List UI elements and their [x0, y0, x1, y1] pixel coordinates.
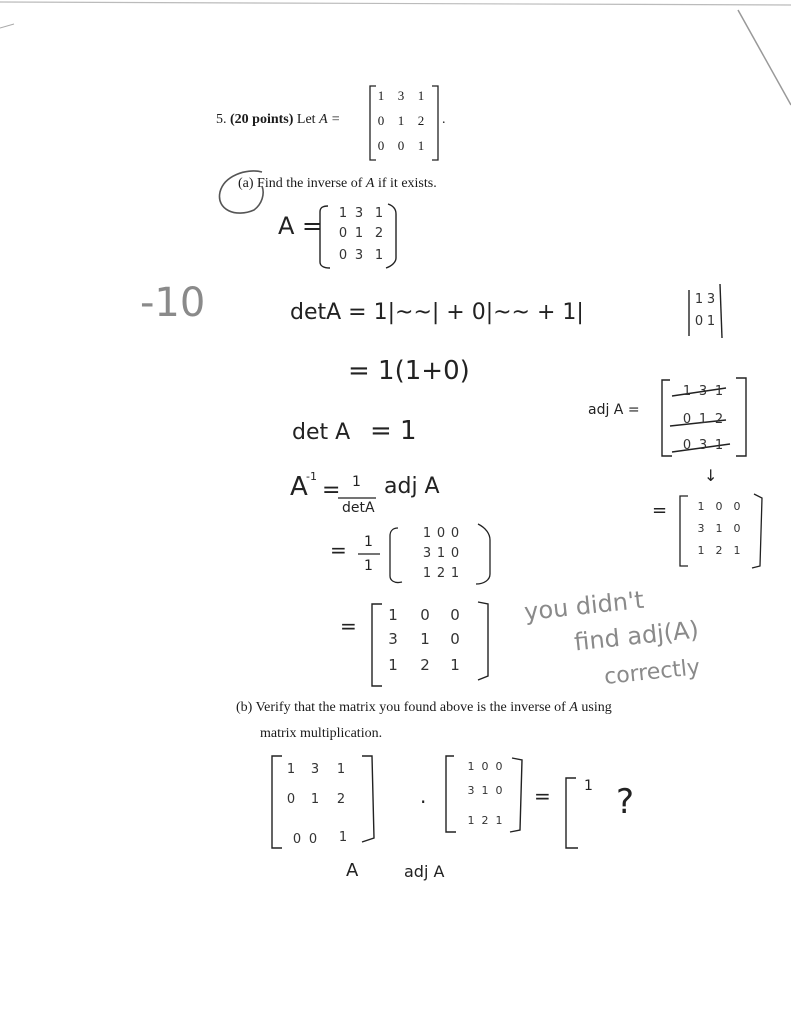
hand-adj-arrow: ↓	[704, 466, 718, 485]
hand-cell: 2	[436, 566, 446, 581]
hand-cell: 3	[706, 292, 716, 307]
hand-cell: 2	[714, 412, 724, 427]
typed-matrix-a	[368, 86, 440, 162]
hand-cell: 0	[733, 500, 741, 513]
hand-cell: 1	[682, 384, 692, 399]
hand-a-eq: A =	[278, 212, 323, 240]
hand-cell: 0	[450, 546, 460, 561]
hand-cell: 1	[450, 566, 460, 581]
scan-right-edge	[738, 10, 791, 105]
hand-cell: 1	[338, 206, 348, 221]
hand-det-line3-rhs: = 1	[370, 416, 417, 446]
hand-label-a: A	[346, 860, 359, 881]
grader-comment-line1: you didn't	[522, 585, 646, 627]
hand-det-line1: detA = 1|~~| + 0|~~ + 1|	[290, 300, 584, 325]
hand-cell: 0	[495, 784, 503, 797]
hand-inv-num: 1	[352, 474, 361, 490]
scan-mark	[0, 24, 14, 28]
hand-cell: 1	[698, 412, 708, 427]
problem-statement: Let	[296, 112, 316, 127]
hand-label-adja: adj A	[404, 862, 445, 881]
hand-cell: 1	[286, 762, 296, 777]
hand-frac-num: 1	[364, 534, 373, 550]
hand-cell: 1	[422, 566, 432, 581]
hand-cell: 3	[422, 546, 432, 561]
matrix-cell: 0	[377, 138, 385, 153]
matrix-cell: 1	[377, 88, 385, 103]
hand-inv-adj: adj A	[384, 474, 440, 499]
hand-cell: 2	[481, 814, 489, 827]
grader-comment-line2: find adj(A)	[572, 615, 701, 657]
part-a-var: A	[365, 176, 375, 191]
hand-frac-eq: =	[330, 538, 347, 562]
hand-cell: 0	[292, 832, 302, 847]
hand-cell: 3	[388, 630, 398, 648]
hand-cell: 1	[422, 526, 432, 541]
hand-cell: 0	[450, 526, 460, 541]
hand-adj-label: adj A =	[588, 402, 640, 418]
hand-cell: 1	[374, 206, 384, 221]
problem-number: 5.	[216, 112, 227, 127]
part-a-suffix: if it exists.	[377, 176, 437, 191]
hand-cell: 1	[436, 546, 446, 561]
hand-cell: 1	[467, 814, 475, 827]
matrix-cell: 0	[377, 113, 385, 128]
hand-cell: 3	[354, 206, 364, 221]
problem-header	[216, 112, 340, 128]
matrix-cell: 1	[417, 88, 425, 103]
hand-cell: 1	[481, 784, 489, 797]
hand-cell: 1	[310, 792, 320, 807]
part-b-prompt-line2: matrix multiplication.	[260, 726, 383, 741]
hand-cell: 3	[467, 784, 475, 797]
hand-cell: 1	[495, 814, 503, 827]
hand-verify-eq: =	[534, 784, 551, 808]
hand-inv-sup: -1	[306, 470, 317, 483]
hand-cell: 1	[450, 656, 460, 674]
scan-top-edge	[0, 2, 791, 5]
hand-cell: 1	[714, 384, 724, 399]
hand-cell: 2	[420, 656, 430, 674]
part-b-post: using	[581, 700, 612, 715]
hand-cell: 1	[697, 544, 705, 557]
hand-cell: 1	[388, 656, 398, 674]
part-b-text: Verify that the matrix you found above is the inverse of	[255, 700, 566, 715]
part-a-text: Find the inverse of	[257, 176, 363, 191]
part-b-label: (b)	[236, 700, 253, 715]
hand-cell: 3	[354, 248, 364, 263]
hand-cell: 0	[436, 526, 446, 541]
hand-cell: 2	[336, 792, 346, 807]
matrix-cell: 0	[397, 138, 405, 153]
hand-cell: 3	[698, 384, 708, 399]
hand-cell: 1	[420, 630, 430, 648]
part-a-label: (a)	[238, 176, 254, 191]
problem-period: .	[442, 112, 446, 127]
hand-inv-eq: =	[322, 478, 341, 503]
part-a-prompt	[238, 176, 437, 192]
hand-frac-den: 1	[364, 558, 373, 574]
hand-cell: 1	[467, 760, 475, 773]
part-b-var: A	[569, 700, 578, 715]
hand-cell: 2	[715, 544, 723, 557]
hand-cell: 1	[715, 522, 723, 535]
hand-det-line2: = 1(1+0)	[348, 356, 470, 386]
verify-result-bracket	[566, 778, 578, 848]
hand-cell: 0	[495, 760, 503, 773]
hand-cell: 1	[694, 292, 704, 307]
hand-result-eq: =	[340, 614, 357, 638]
problem-points: (20 points)	[230, 112, 294, 127]
grader-comment-line3: correctly	[602, 655, 702, 690]
hand-verify-dot: ·	[420, 790, 427, 814]
hand-cell: 1	[733, 544, 741, 557]
hand-cell: 0	[450, 630, 460, 648]
hand-cell: 0	[682, 412, 692, 427]
hand-cell: 3	[310, 762, 320, 777]
hand-cell: 1	[374, 248, 384, 263]
part-b-prompt-line1	[236, 700, 612, 716]
hand-cell: 0	[694, 314, 704, 329]
hand-cell: 0	[308, 832, 318, 847]
score-deduction: -10	[140, 280, 206, 326]
hand-cell: 1	[354, 226, 364, 241]
hand-cell: 1	[338, 830, 348, 845]
hand-cell: 1	[706, 314, 716, 329]
hand-cell: 0	[338, 248, 348, 263]
hand-inv-den: detA	[342, 500, 375, 516]
hand-cell: 0	[286, 792, 296, 807]
hand-adj-eq2: =	[652, 500, 668, 521]
hand-cell: 0	[450, 606, 460, 624]
hand-cell: 1	[697, 500, 705, 513]
hand-cell: 0	[682, 438, 692, 453]
hand-cell: 1	[388, 606, 398, 624]
hand-cell: 0	[733, 522, 741, 535]
hand-cell: 3	[697, 522, 705, 535]
problem-var: A =	[319, 112, 341, 127]
hand-det-line3-lhs: det A	[292, 420, 351, 445]
matrix-cell: 3	[397, 88, 405, 103]
hand-verify-question: ?	[616, 782, 635, 822]
hand-cell: 0	[715, 500, 723, 513]
matrix-cell: 1	[417, 138, 425, 153]
hand-cell: 3	[698, 438, 708, 453]
hand-cell: 0	[481, 760, 489, 773]
matrix-cell: 1	[397, 113, 405, 128]
hand-cell: 0	[338, 226, 348, 241]
hand-cell: 2	[374, 226, 384, 241]
matrix-cell: 2	[417, 113, 425, 128]
hand-cell: 1	[336, 762, 346, 777]
hand-inv-lhs: A	[290, 472, 308, 502]
hand-cell: 0	[420, 606, 430, 624]
hand-cell: 1	[714, 438, 724, 453]
hand-verify-result: 1	[584, 778, 593, 794]
